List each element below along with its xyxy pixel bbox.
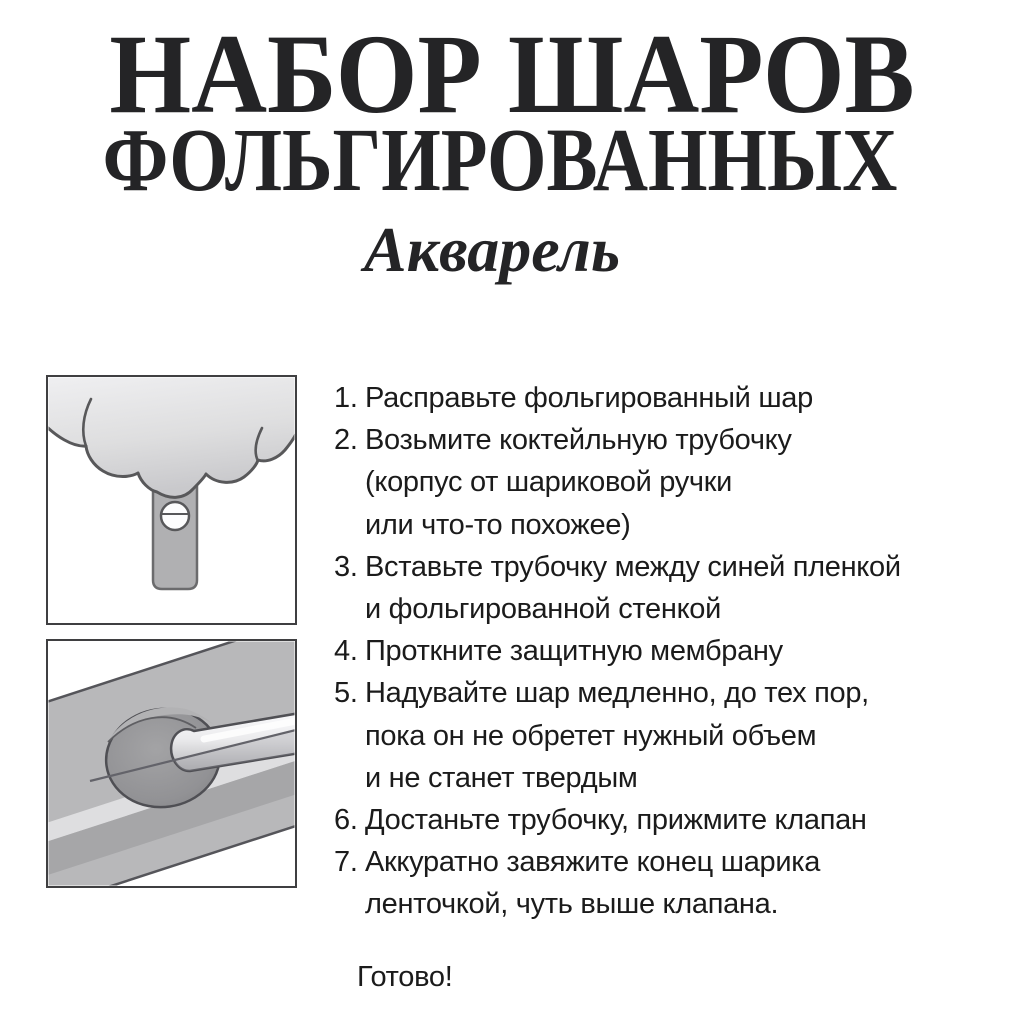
item-number: 5. [334, 677, 358, 710]
collection-name: Акварель [363, 214, 621, 285]
instruction-item-5 [334, 672, 994, 799]
item-number: 2. [334, 424, 358, 457]
instruction-item-6 [334, 799, 994, 841]
instruction-item-3 [334, 546, 994, 630]
done-text: Готово! [357, 960, 453, 993]
instruction-line: Возьмите коктейльную трубочку [365, 424, 792, 457]
instruction-line: или что-то похожее) [365, 508, 631, 541]
instruction-line: и фольгированной стенкой [365, 593, 722, 626]
item-number: 3. [334, 550, 358, 583]
instruction-line: пока он не обретет нужный объем [365, 719, 817, 752]
instruction-list [334, 377, 994, 998]
straw-in-valve-icon [46, 639, 297, 888]
instruction-line: Надувайте шар медленно, до тех пор, [365, 677, 869, 710]
instruction-line: (корпус от шариковой ручки [365, 466, 733, 499]
instruction-line: Расправьте фольгированный шар [365, 382, 813, 414]
item-number: 6. [334, 804, 358, 837]
straw-in-valve-figure [46, 639, 297, 888]
instruction-item-4 [334, 630, 994, 672]
instruction-item-1 [334, 377, 994, 419]
instruction-line: Вставьте трубочку между синей пленкой [365, 550, 901, 583]
balloon-valve-figure [46, 375, 297, 625]
instruction-line: ленточкой, чуть выше клапана. [365, 888, 779, 921]
instruction-item-7 [334, 841, 994, 925]
item-number: 1. [334, 382, 358, 414]
page-title-line2: ФОЛЬГИРОВАННЫХ [102, 111, 898, 210]
instruction-line: и не станет твердым [365, 761, 638, 794]
instruction-item-2 [334, 419, 994, 546]
item-number: 7. [334, 846, 358, 879]
balloon-valve-icon [46, 375, 297, 625]
item-number: 4. [334, 635, 358, 668]
page-title: НАБОР ШАРОВ [109, 12, 915, 137]
instruction-line: Достаньте трубочку, прижмите клапан [365, 804, 867, 837]
instruction-line: Проткните защитную мембрану [365, 635, 783, 668]
instruction-line: Аккуратно завяжите конец шарика [365, 846, 821, 879]
